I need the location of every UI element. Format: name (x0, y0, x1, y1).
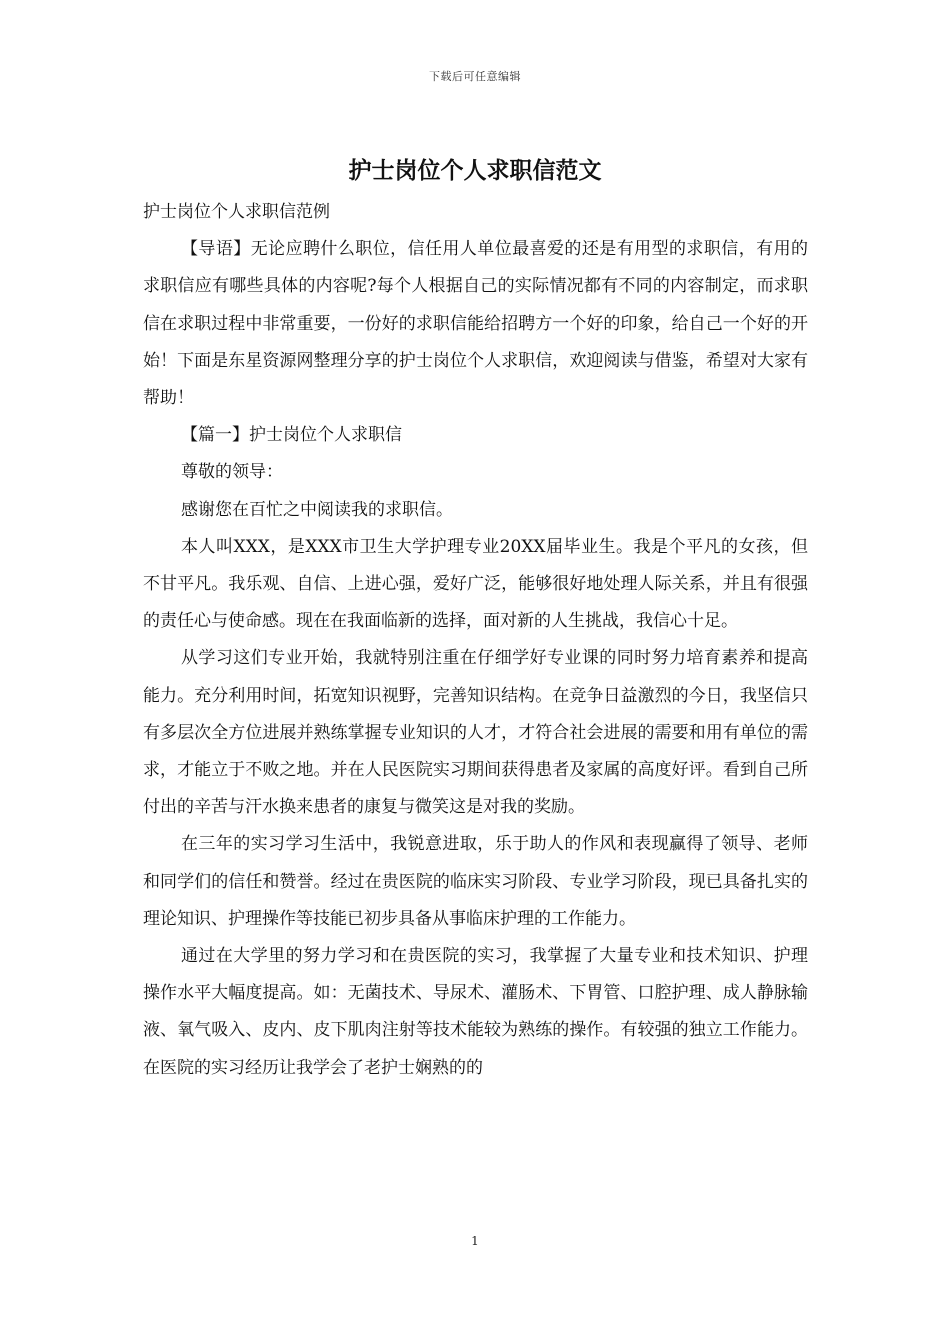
document-title: 护士岗位个人求职信范文 (348, 157, 602, 184)
section-heading: 【篇一】护士岗位个人求职信 (181, 425, 402, 446)
page-number: 1 (471, 1234, 479, 1248)
body-paragraph: 本人叫XXX，是XXX市卫生大学护理专业20XX届毕业生。我是个平凡的女孩，但不甘平凡。我乐观、自信、上进心强，爱好广泛，能够很好地处理人际关系，并且有很强的责任心与使命感。现在在我面临新的选择，面对新的人生挑战，我信心十足。 (143, 536, 808, 632)
body-paragraph: 感谢您在百忙之中阅读我的求职信。 (181, 499, 453, 520)
body-paragraph: 通过在大学里的努力学习和在贵医院的实习，我掌握了大量专业和技术知识、护理操作水平大幅度提高。如：无菌技术、导尿术、灌肠术、下胃管、口腔护理、成人静脉输液、氧气吸入、皮内、皮下肌肉注射等技术能较为熟练的操作。有较强的独立工作能力。在医院的实习经历让我学会了老护士娴熟的的 (143, 946, 808, 1078)
document-subtitle: 护士岗位个人求职信范例 (143, 202, 330, 222)
body-paragraph: 在三年的实习学习生活中，我锐意进取，乐于助人的作风和表现赢得了领导、老师和同学们的信任和赞誉。经过在贵医院的临床实习阶段、专业学习阶段，现已具备扎实的理论知识、护理操作等技能已初步具备从事临床护理的工作能力。 (143, 834, 808, 929)
salutation: 尊敬的领导： (181, 462, 283, 483)
intro-paragraph: 【导语】无论应聘什么职位，信任用人单位最喜爱的还是有用型的求职信，有用的求职信应有哪些具体的内容呢?每个人根据自己的实际情况都有不同的内容制定，而求职信在求职过程中非常重要，一份好的求职信能给招聘方一个好的印象，给自己一个好的开始！下面是东星资源网整理分享的护士岗位个人求职信，欢迎阅读与借鉴，希望对大家有帮助！ (143, 239, 808, 409)
document-body (143, 194, 808, 1087)
header-note: 下载后可任意编辑 (429, 70, 521, 83)
body-paragraph: 从学习这们专业开始，我就特别注重在仔细学好专业课的同时努力培育素养和提高能力。充分利用时间，拓宽知识视野，完善知识结构。在竞争日益激烈的今日，我坚信只有多层次全方位进展并熟练掌握专业知识的人才，才符合社会进展的需要和用有单位的需求，才能立于不败之地。并在人民医院实习期间获得患者及家属的高度好评。看到自己所付出的辛苦与汗水换来患者的康复与微笑这是对我的奖励。 (143, 648, 808, 818)
